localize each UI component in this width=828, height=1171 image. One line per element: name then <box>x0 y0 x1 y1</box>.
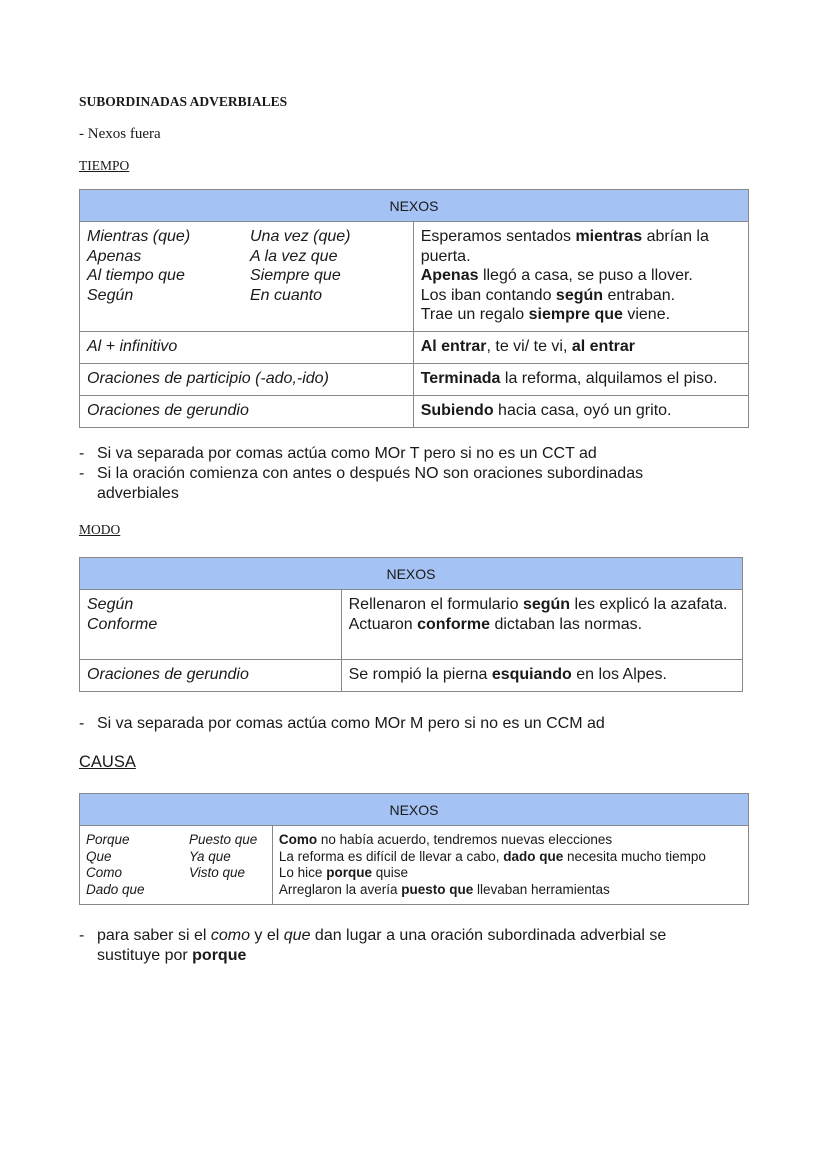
example-sentence: Se rompió la pierna esquiando en los Alpes. <box>341 660 742 692</box>
example-sentence: Apenas llegó a casa, se puso a llover. <box>420 267 693 284</box>
table-header: NEXOS <box>80 794 749 826</box>
nexo-item: Siempre que <box>250 267 341 284</box>
nexo-item: En cuanto <box>250 286 323 304</box>
causa-notes <box>79 926 719 966</box>
example-sentence: Como no había acuerdo, tendremos nuevas elecciones <box>278 832 613 847</box>
nexo-item: Apenas <box>87 247 142 265</box>
example-sentence: Al entrar, te vi/ te vi, al entrar <box>413 332 748 364</box>
nexos-list <box>87 227 250 305</box>
nexo-item: Según <box>87 596 134 613</box>
table-header: NEXOS <box>80 558 743 590</box>
nexo-item: Ya que <box>189 848 231 864</box>
nexos-fuera-line: - Nexos fuera <box>79 126 161 142</box>
examples-cell <box>413 222 748 332</box>
table-header: NEXOS <box>80 190 749 222</box>
nexos-list <box>250 227 351 305</box>
causa-table <box>79 793 749 905</box>
example-sentence: Trae un regalo siempre que viene. <box>420 306 671 323</box>
nexo-item: Visto que <box>189 865 246 881</box>
nexo-item: Al tiempo que <box>87 267 185 284</box>
list-item: - para saber si el como y el que dan lugar a una oración subordinada adverbial se sustituye por porque <box>79 927 667 964</box>
nexos-list <box>86 832 189 898</box>
nexos-cell <box>80 826 273 905</box>
example-sentence: Actuaron conforme dictaban las normas. <box>348 615 643 633</box>
table-row-label: Oraciones de participio (-ado,-ido) <box>80 364 414 396</box>
table-row-label: Oraciones de gerundio <box>80 660 342 692</box>
nexo-item: Que <box>86 848 112 864</box>
document-title: SUBORDINADAS ADVERBIALES <box>79 94 288 109</box>
nexo-item: Una vez (que) <box>250 228 351 245</box>
section-heading-tiempo: TIEMPO <box>79 158 130 173</box>
nexo-item: Conforme <box>87 615 158 633</box>
example-sentence: Lo hice porque quise <box>278 865 408 881</box>
nexo-item: Como <box>86 865 123 881</box>
section-heading-causa: CAUSA <box>79 753 136 771</box>
example-sentence: Arreglaron la avería puesto que llevaban herramientas <box>278 881 610 897</box>
nexo-item: A la vez que <box>250 247 338 265</box>
nexo-item: Puesto que <box>189 832 258 847</box>
example-sentence: Esperamos sentados mientras abrían la puerta. <box>420 228 709 265</box>
modo-table <box>79 557 743 692</box>
example-sentence: Terminada la reforma, alquilamos el piso. <box>413 364 748 396</box>
examples-cell <box>272 826 748 905</box>
section-heading-modo: MODO <box>79 522 121 537</box>
nexo-item: Mientras (que) <box>87 228 191 245</box>
list-item: - Si la oración comienza con antes o después NO son oraciones subordinadas adverbiales <box>79 465 644 502</box>
example-sentence: La reforma es difícil de llevar a cabo, dado que necesita mucho tiempo <box>278 848 706 864</box>
nexos-cell <box>80 222 414 332</box>
example-sentence: Subiendo hacia casa, oyó un grito. <box>413 396 748 428</box>
nexo-item: Según <box>87 286 134 304</box>
tiempo-notes <box>79 444 689 504</box>
modo-notes <box>79 714 739 734</box>
nexo-item: Dado que <box>86 881 145 897</box>
list-item: - Si va separada por comas actúa como MOr M pero si no es un CCM ad <box>79 715 605 732</box>
list-item: - Si va separada por comas actúa como MOr T pero si no es un CCT ad <box>79 445 597 462</box>
tiempo-table <box>79 189 749 428</box>
example-sentence: Los iban contando según entraban. <box>420 286 676 304</box>
table-row-label: Al + infinitivo <box>80 332 414 364</box>
example-sentence: Rellenaron el formulario según les explicó la azafata. <box>348 596 728 613</box>
table-row-label: Oraciones de gerundio <box>80 396 414 428</box>
examples-cell <box>341 590 742 660</box>
nexos-list <box>189 832 257 898</box>
nexos-cell <box>80 590 342 660</box>
nexo-item: Porque <box>86 832 130 847</box>
